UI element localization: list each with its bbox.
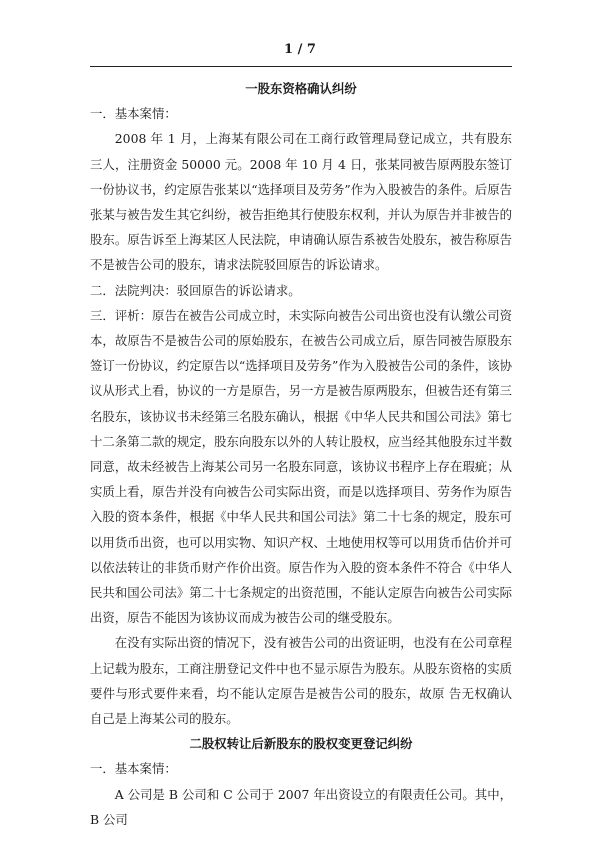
document-body [90,76,512,832]
section-1-title: 一股东资格确认纠纷 [245,81,357,96]
section-1-heading-judgment: 二．法院判决：驳回原告的诉讼请求。 [90,282,301,298]
header-rule [90,66,512,67]
section-2-title: 二股权转让后新股东的股权变更登记纠纷 [189,736,413,752]
section-2-heading-case: 一．基本案情： [90,761,177,777]
section-2-paragraph-case: A 公司是 B 公司和 C 公司于 2007 年出资设立的有限责任公司。其中，B 公司 [90,786,512,827]
page-number: 1 / 7 [284,42,316,57]
section-1-heading-case: 一．基本案情： [90,106,177,122]
section-1-paragraph-analysis: 三．评析：原告在被告公司成立时，未实际向被告公司出资也没有认缴公司资本，故原告不是被告公司的原始股东，在被告公司成立后，原告同被告原股东签订一份协议，约定原告以“选择项目及劳务”作为入股被告公司的条件，该协议从形式上看，协议的一方是原告，另一方是被告原两股东，但被告还有第三名股东，该协议书未经第三名股东确认，根据《中华人民共和国公司法》第七十二条第二款的规定，股东向股东以外的人转让股权，应当经其他股东过半数同意，故未经被告上海某公司另一名股东同意，该协议书程序上存在瑕疵；从实质上看，原告并没有向被告公司实际出资，而是以选择项目、劳务作为原告入股的资本条件，根据《中华人民共和国公司法》第二十七条的规定，股东可以用货币出资，也可以用实物、知识产权、土地使用权等可以用货币估价并可以依法转让的非货币财产作价出资。原告作为入股的资本条件不符合《中华人民共和国公司法》第二十七条规定的出资范围，不能认定原告向被告公司实际出资，原告不能因为该协议而成为被告公司的继受股东。 [90,307,512,626]
section-1-paragraph-conclusion: 在没有实际出资的情况下，没有被告公司的出资证明，也没有在公司章程上记载为股东，工商注册登记文件中也不显示原告为股东。从股东资格的实质要件与形式要件来看，均不能认定原告是被告公司的股东，故原 告无权确认自己是上海某公司的股东。 [90,635,512,727]
section-1-paragraph-case: 2008 年 1 月，上海某有限公司在工商行政管理局登记成立，共有股东三人，注册资金 50000 元。2008 年 10 月 4 日，张某同被告原两股东签订一份协议书，约定原告张某以“选择项目及劳务”作为入股被告的条件。后原告张某与被告发生其它纠纷，被告拒绝其行使股东权利，并认为原告并非被告的股东。原告诉至上海某区人民法院，申请确认原告系被告处股东，被告称原告不是被告公司的股东，请求法院驳回原告的诉讼请求。 [90,131,512,273]
